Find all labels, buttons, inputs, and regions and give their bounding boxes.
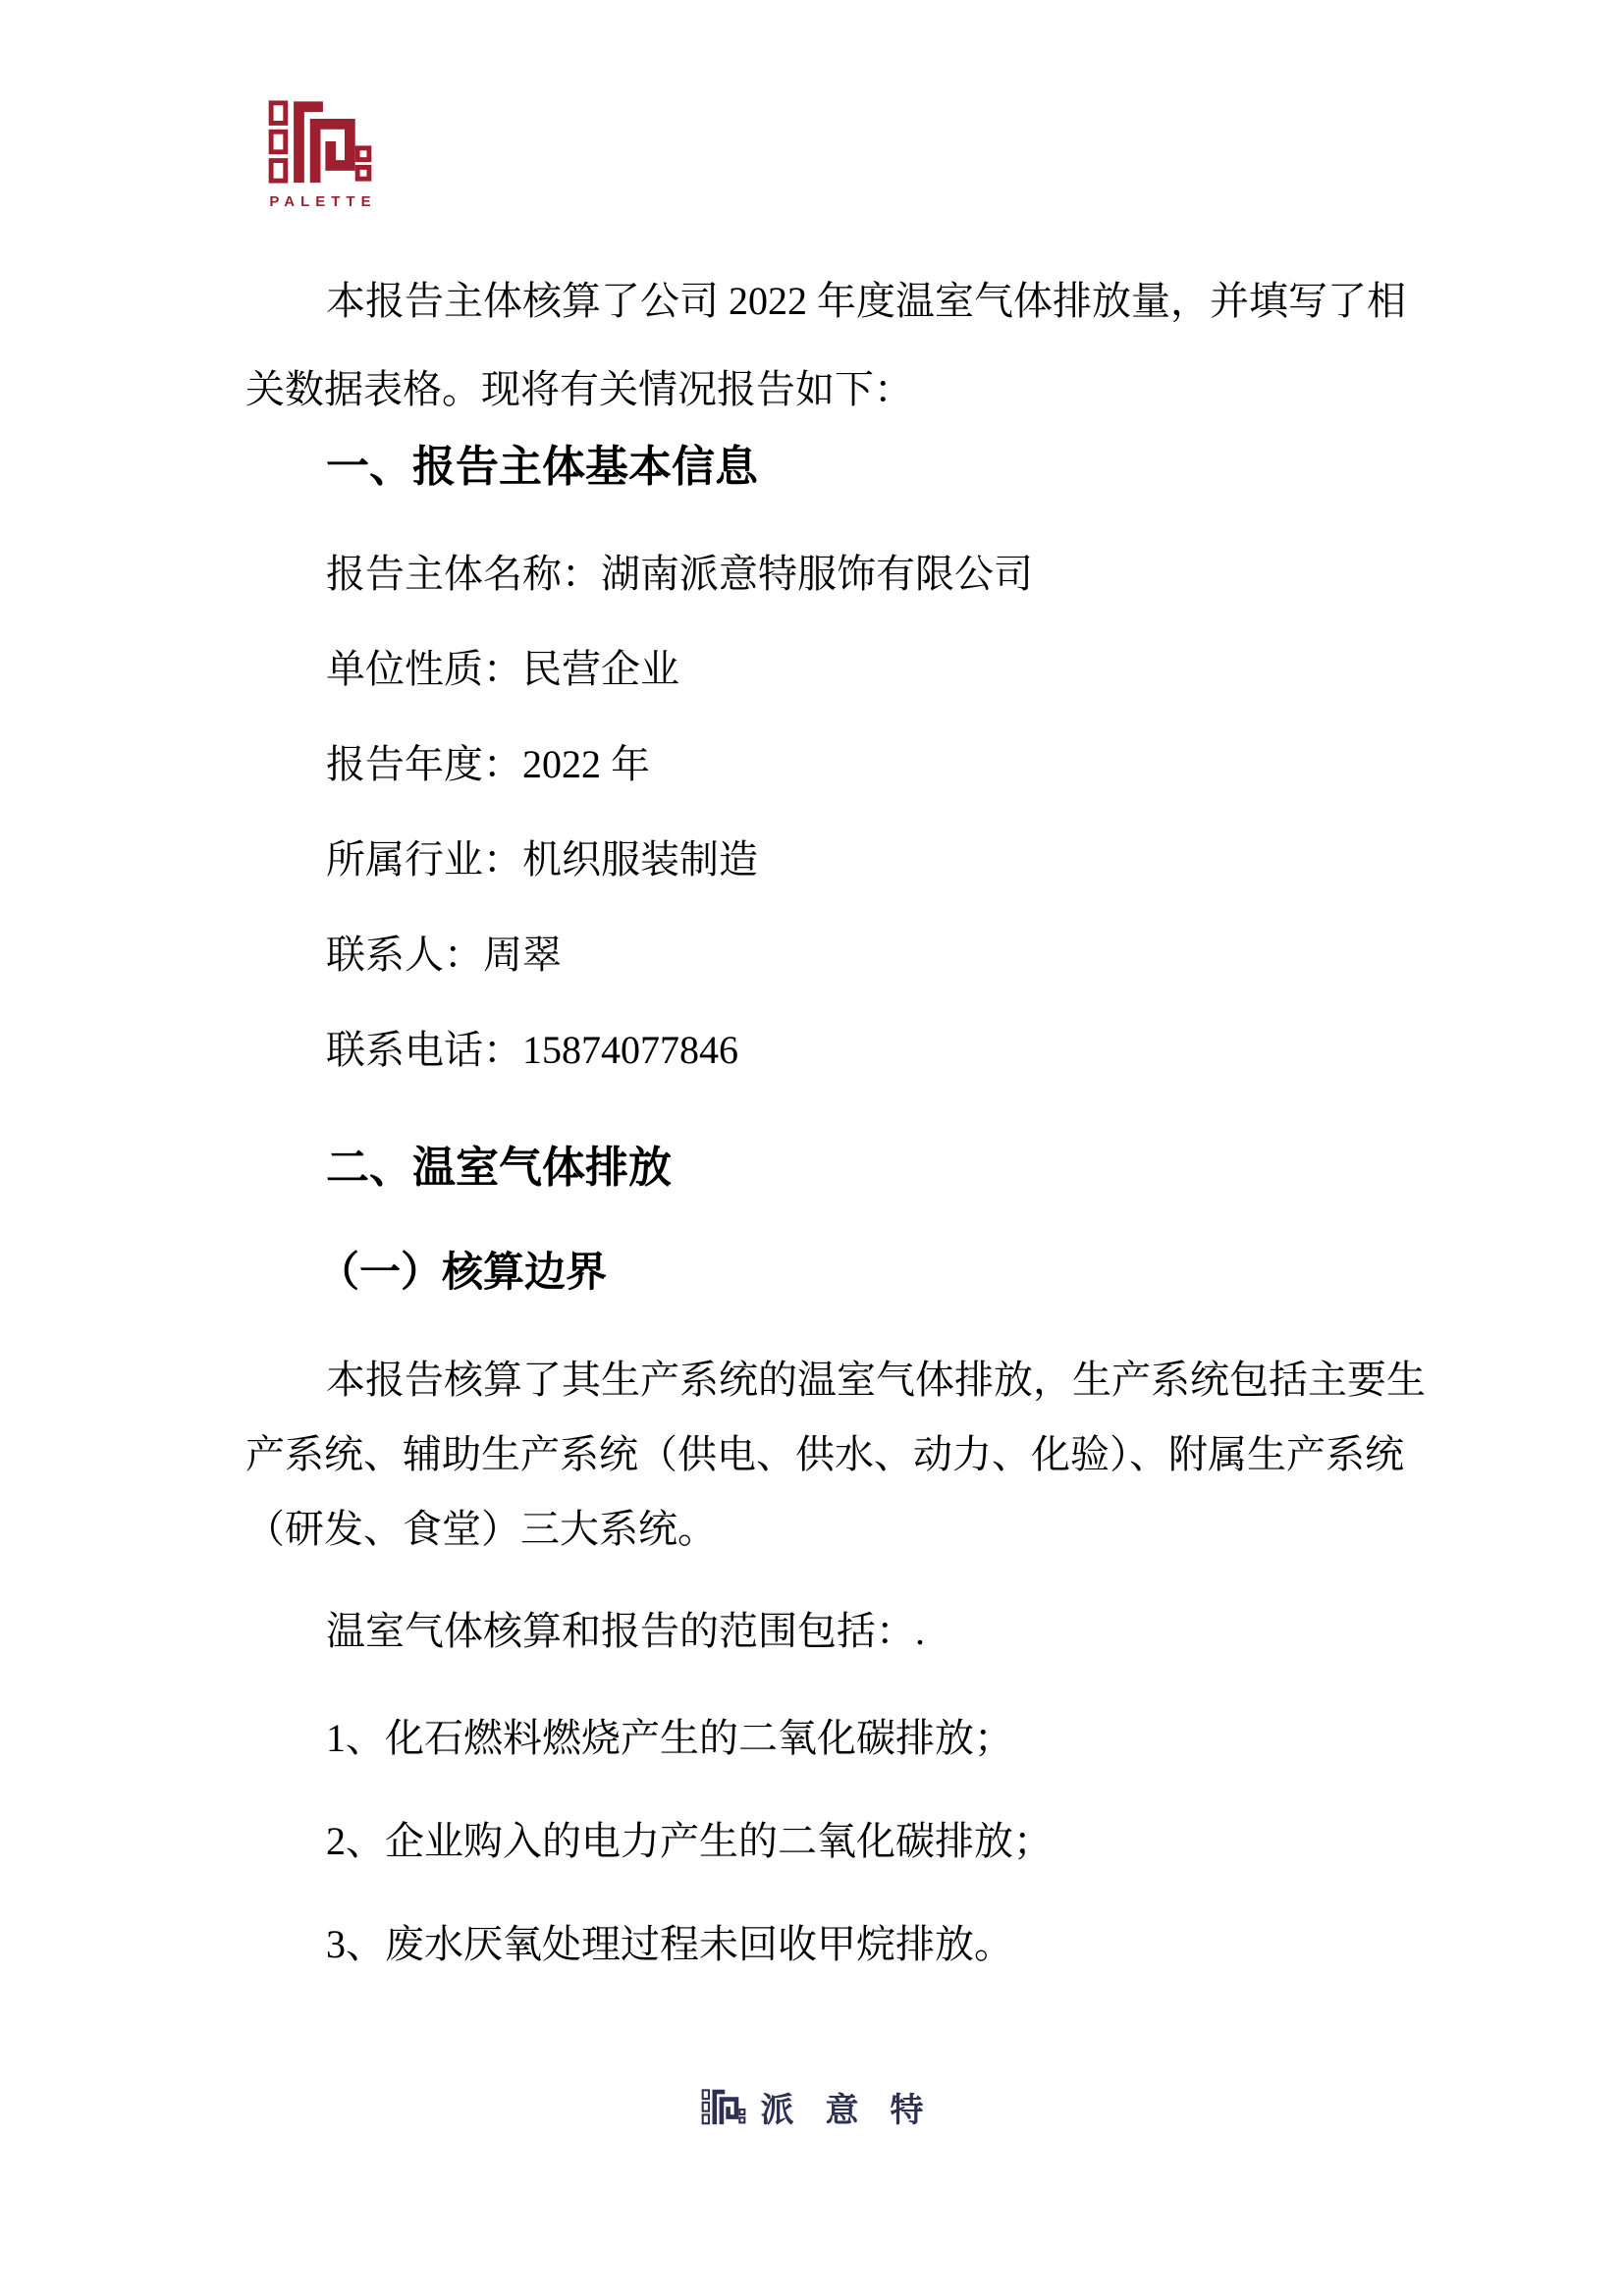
scope-item-wastewater-methane: 3、废水厌氧处理过程未回收甲烷排放。 [326, 1922, 1013, 1966]
boundary-line: 本报告核算了其生产系统的温室气体排放，生产系统包括主要生 [326, 1358, 1426, 1402]
scope-items-list [326, 1715, 1053, 2024]
intro-line: 本报告主体核算了公司 2022 年度温室气体排放量，并填写了相 [326, 279, 1406, 323]
intro-line: 关数据表格。现将有关情况报告如下： [245, 367, 913, 411]
palette-logo-mark-icon [267, 98, 373, 187]
section-heading-ghg-emissions: 二、温室气体排放 [326, 1144, 672, 1192]
section-heading-basic-info: 一、报告主体基本信息 [326, 443, 758, 491]
info-line-industry: 所属行业：机织服装制造 [326, 837, 758, 881]
subsection-heading-boundary: （一）核算边界 [318, 1249, 608, 1295]
info-line-contact-person: 联系人：周翠 [326, 933, 562, 977]
brand-wordmark: PALETTE [269, 193, 377, 210]
scope-item-fossil-fuel: 1、化石燃料燃烧产生的二氧化碳排放； [326, 1716, 1013, 1760]
boundary-line: （研发、食堂）三大系统。 [245, 1507, 717, 1551]
info-line-contact-phone: 联系电话：15874077846 [326, 1028, 738, 1072]
footer-brand [0, 2083, 1624, 2131]
info-line-entity-name: 报告主体名称：湖南派意特服饰有限公司 [326, 552, 1033, 596]
intro-paragraph [245, 257, 1419, 434]
scope-item-purchased-electricity: 2、企业购入的电力产生的二氧化碳排放； [326, 1819, 1053, 1863]
palette-footer-logo-mark-icon [701, 2088, 746, 2126]
boundary-paragraph [245, 1343, 1434, 1567]
footer-wordmark: 派意特 [760, 2092, 955, 2129]
basic-info-list [326, 550, 1033, 1121]
scope-intro-line: 温室气体核算和报告的范围包括：. [326, 1609, 925, 1653]
info-line-entity-type: 单位性质：民营企业 [326, 647, 679, 691]
company-logo [265, 98, 375, 210]
boundary-line: 产系统、辅助生产系统（供电、供水、动力、化验）、附属生产系统 [245, 1432, 1404, 1476]
info-line-report-year: 报告年度：2022 年 [326, 742, 650, 786]
